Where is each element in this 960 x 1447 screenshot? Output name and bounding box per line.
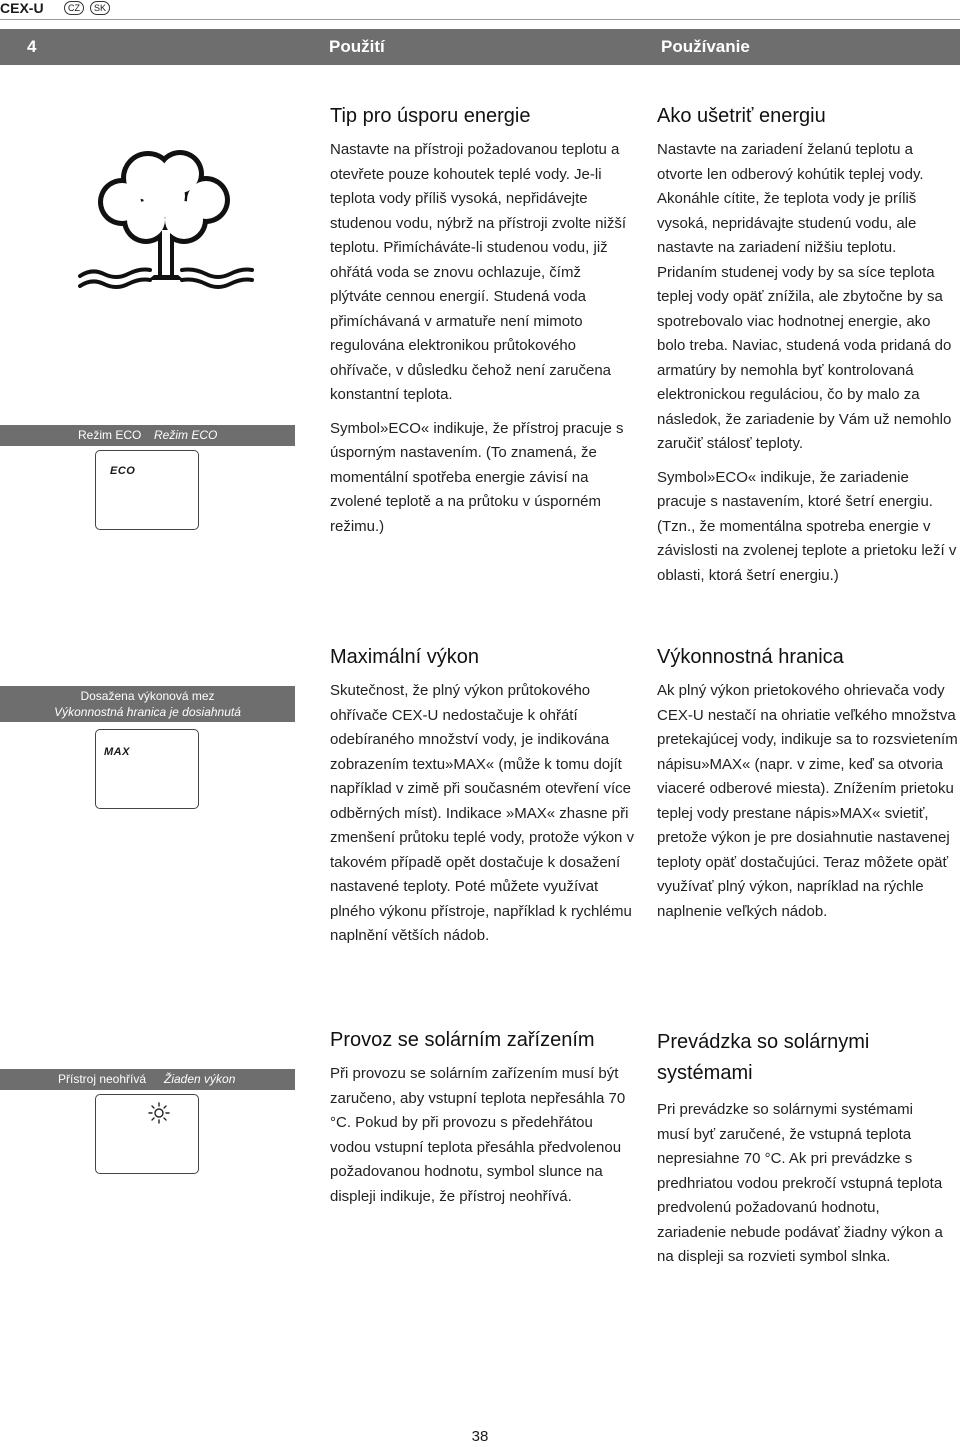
solar-display [95, 1094, 199, 1174]
eco-label-sk: Režim ECO [154, 428, 218, 442]
eco-sk-heading: Ako ušetriť energiu [657, 105, 826, 127]
solar-sk-column [657, 1027, 947, 1270]
brand-label: CEX-U [0, 0, 44, 16]
solar-sk-heading: Prevádzka so solárnymi systémami [657, 1031, 870, 1084]
max-cz-heading: Maximální výkon [330, 646, 479, 668]
solar-cz-column [330, 1027, 635, 1209]
max-cz-paragraph-1: Skutečnost, že plný výkon průtokového ohřívače CEX-U nedostačuje k ohřátí odebíraného množství vody, je indikována zobrazením textu»MAX« (může k tomu dojít například v zimě při současném otevření více odběrných míst). Indikace »MAX« zhasne při zmenšení průtoku teplé vody, protože výkon v takovém případě opět dostačuje k dosažení nastavené teploty. Poté můžete využívat plného výkonu přístroje, například k rychlému naplnění větších nádob. [330, 682, 635, 944]
max-sk-heading: Výkonnostná hranica [657, 646, 844, 668]
solar-sk-paragraph-1: Pri prevádzke so solárnymi systémami musí byť zaručené, že vstupná teplota nepresiahne 70 °C. Ak pri prevádzke s predhriatou vodou prekročí vstupná teplota predvolenú požadovanú hodnotu, zariadenie nebude podávať žiadny výkon a na displeji sa rozvieti symbol slnka. [657, 1101, 943, 1265]
section-number: 4 [27, 37, 37, 56]
section-header-bar [0, 29, 960, 65]
max-label-bar [0, 686, 295, 722]
max-display [95, 729, 199, 809]
lang-badge-cz: CZ [64, 1, 84, 15]
section-title-sk: Používanie [661, 37, 750, 56]
max-label-cz: Dosažena výkonová mez [80, 689, 215, 703]
solar-label-bar [0, 1069, 295, 1090]
max-cz-column [330, 644, 635, 949]
sun-icon [148, 1102, 170, 1124]
solar-label-sk: Žiaden výkon [164, 1072, 236, 1086]
eco-display-text: ECO [110, 465, 136, 477]
max-label-sk: Výkonnostná hranica je dosiahnutá [54, 705, 241, 719]
page-number: 38 [471, 1428, 489, 1445]
eco-sk-paragraph-2: Symbol»ECO« indikuje, že zariadenie pracuje s nastavením, ktoré šetrí energiu. (Tzn., že momentálna spotreba energie v závislosti na zvolenej teplote a prietoku leží v oblasti, ktorá šetrí energiu.) [657, 468, 957, 584]
eco-tree-icon [76, 140, 256, 290]
eco-label-cz: Režim ECO [78, 428, 142, 442]
top-strip [0, 0, 960, 20]
solar-cz-paragraph-1: Při provozu se solárním zařízením musí být zaručeno, aby vstupní teplota nepřesáhla 70 °C. Pokud by při provozu s předehřátou vodou vstupní teplota přesáhla předvolenou požadovanou hodnotu, symbol slunce na displeji indikuje, že přístroj neohřívá. [330, 1065, 626, 1205]
section-title-cz: Použití [329, 37, 385, 56]
eco-sk-paragraph-1: Nastavte na zariadení želanú teplotu a otvorte len odberový kohútik teplej vody. Akonáhle cítite, že teplota vody je príliš vysoká, nepridávajte studenú vodu, ale nastavte na zariadení nižšiu teplotu. Pridaním studenej vody by sa síce teplota teplej vody opäť znížila, ale zbytočne by sa spotrebovalo viac hodnotnej energie, ako bolo treba. Naviac, studená voda pridaná do armatúry by nemohla byť kontrolovaná elektronickou reguláciou, čo by malo za následok, že zariadenie by Vám už nemohlo zaručiť stálosť teploty. [657, 141, 952, 452]
max-sk-paragraph-1: Ak plný výkon prietokového ohrievača vody CEX-U nestačí na ohriatie veľkého množstva pretekajúcej vody, indikuje sa to rozsvietením nápisu»MAX« (napr. v zime, keď sa otvoria viaceré odberové miesta). Znížením prietoku teplej vody prestane nápis»MAX« svietiť, pretože výkon je pre dosiahnutie nastavenej teploty opäť dostačujúci. Teraz môžete opäť využívať plný výkon, napríklad na rýchle naplnenie veľkých nádob. [657, 682, 958, 920]
eco-sk-column [657, 103, 957, 588]
max-sk-column [657, 644, 959, 924]
solar-cz-heading: Provoz se solárním zařízením [330, 1029, 595, 1051]
eco-cz-paragraph-2: Symbol»ECO« indikuje, že přístroj pracuje s úsporným nastavením. (To znamená, že momentální spotřeba energie závisí na zvolené teplotě a na průtoku v úsporném režimu.) [330, 419, 624, 535]
eco-display [95, 450, 199, 530]
solar-label-cz: Přístroj neohřívá [58, 1072, 147, 1086]
eco-cz-column [330, 103, 635, 539]
eco-mode-label-bar [0, 425, 295, 446]
max-display-text: MAX [104, 746, 130, 758]
lang-badge-sk: SK [90, 1, 110, 15]
eco-cz-heading: Tip pro úsporu energie [330, 105, 531, 127]
eco-cz-paragraph-1: Nastavte na přístroji požadovanou teplotu a otevřete pouze kohoutek teplé vody. Je-li teplota vody příliš vysoká, nepřidávejte studenou vodu, nýbrž na přístroji zvolte nižší teplotu. Přimícháváte-li studenou vodu, již ohřátá voda se znovu ochlazuje, čímž plýtváte cennou energií. Studená voda přimíchávaná v armatuře není mimoto regulována elektronikou průtokového ohřívače, v důsledku čehož není zaručena konstantní teplota. [330, 141, 626, 403]
top-divider [0, 19, 960, 20]
